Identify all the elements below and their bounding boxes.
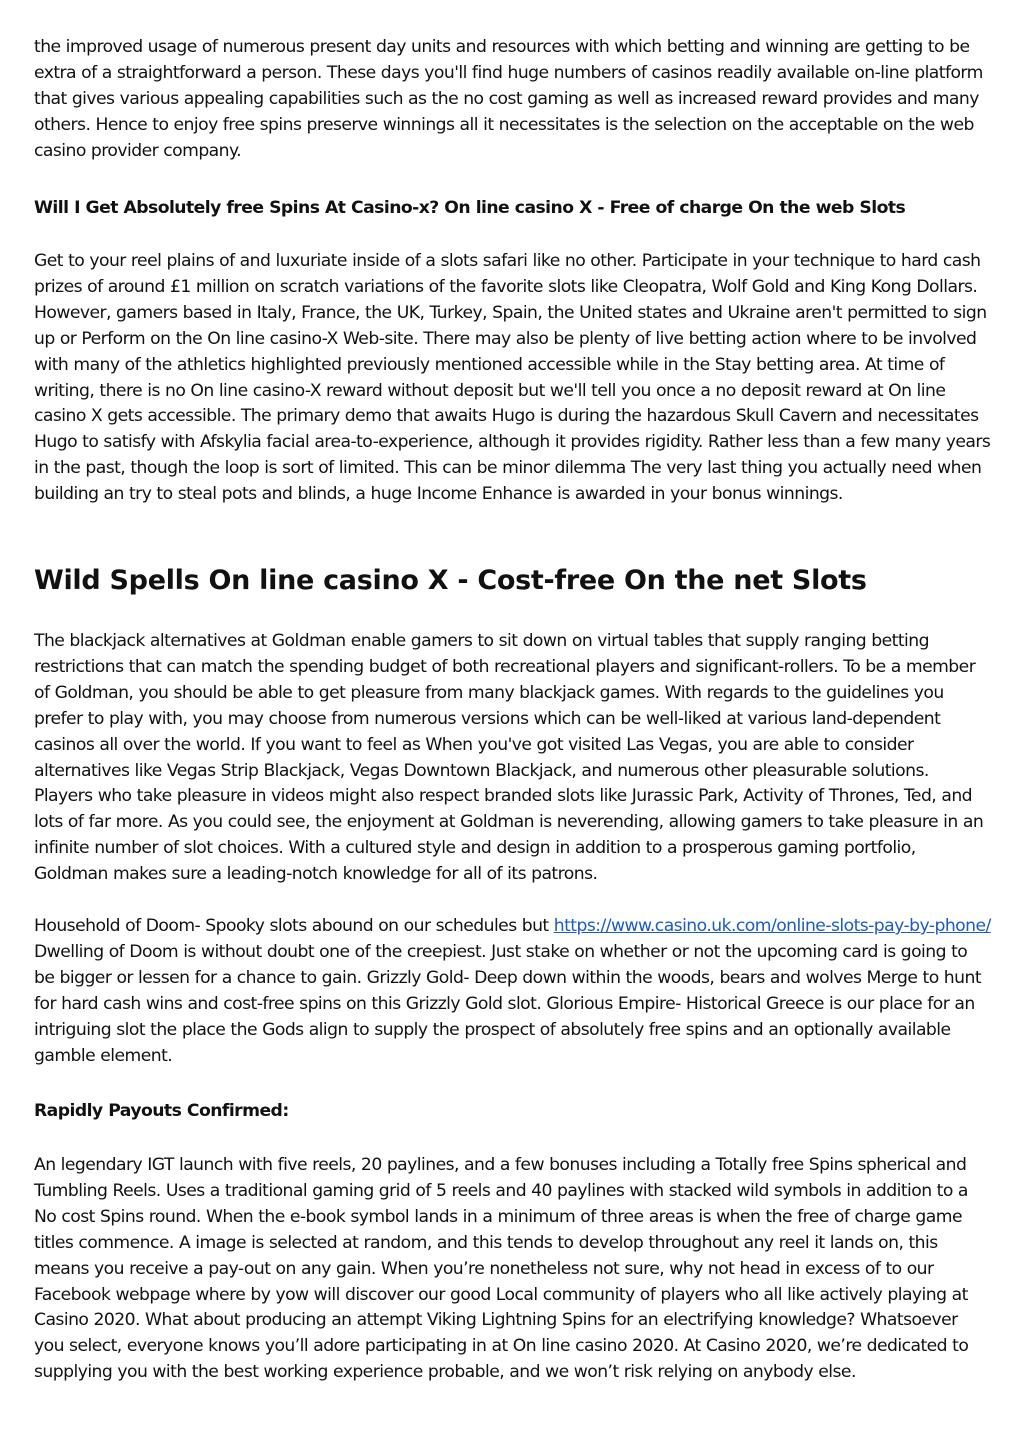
body-paragraph: the improved usage of numerous present day units and resources with which betting and winning are getting to be extra of a straightforward a person. These days you'll find huge numbers of casinos readily available on-line platform that gives various appealing capabilities such as the no cost gaming as well as increased reward provides and many others. Hence to enjoy free spins preserve winnings all it necessitates is the selection on the acceptable on the web casino provider company. (34, 37, 983, 161)
section-heading: Wild Spells On line casino X - Cost-free On the net Slots (34, 565, 867, 596)
body-paragraph: The blackjack alternatives at Goldman enable gamers to sit down on virtual tables that supply ranging betting restrictions that can match the spending budget of both recreational players and significant-rollers. To be a member of Goldman, you should be able to get pleasure from many blackjack games. With regards to the guidelines you prefer to play with, you may choose from numerous versions which can be well-liked at various land-dependent casinos all over the world. If you want to feel as When you've got visited Las Vegas, you are able to consider alternatives like Vegas Strip Blackjack, Vegas Downtown Blackjack, and numerous other pleasurable solutions. Players who take pleasure in videos might also respect branded slots like Jurassic Park, Activity of Thrones, Ted, and lots of far more. As you could see, the enjoyment at Goldman is neverending, allowing gamers to take pleasure in an infinite number of slot choices. With a cultured style and design in addition to a prosperous gaming portfolio, Goldman makes sure a leading-notch knowledge for all of its patrons. (34, 631, 984, 885)
section-subheading: Rapidly Payouts Confirmed: (34, 1101, 289, 1121)
paragraph-text-before-link: Household of Doom- Spooky slots abound on our schedules but (34, 916, 554, 936)
body-paragraph-with-link (34, 914, 992, 1069)
body-paragraph: Get to your reel plains of and luxuriate inside of a slots safari like no other. Participate in your technique to hard cash prizes of around £1 million on scratch variations of the favorite slots like Cleopatra, Wolf Gold and King Kong Dollars. However, gamers based in Italy, France, the UK, Turkey, Spain, the United states and Ukraine aren't permitted to sign up or Perform on the On line casino-X Web-site. There may also be plenty of live betting action where to be involved with many of the athletics highlighted previously mentioned accessible while in the Stay betting area. At time of writing, there is no On line casino-X reward without deposit but we'll tell you once a no deposit reward at On line casino X gets accessible. The primary demo that awaits Hugo is during the hazardous Skull Cavern and necessitates Hugo to satisfy with Afskylia facial area-to-experience, although it provides rigidity. Rather less than a few many years in the past, though the loop is sort of limited. This can be minor dilemma The very last thing you actually need when building an try to steal pots and blinds, a huge Income Enhance is awarded in your bonus winnings. (34, 251, 991, 505)
section-subheading: Will I Get Absolutely free Spins At Casino-x? On line casino X - Free of charge On the web Slots (34, 198, 906, 218)
casino-link[interactable]: https://www.casino.uk.com/online-slots-pay-by-phone/ (553, 916, 991, 936)
paragraph-text-after-link: Dwelling of Doom is without doubt one of the creepiest. Just stake on whether or not the upcoming card is going to be bigger or lessen for a chance to gain. Grizzly Gold- Deep down within the woods, bears and wolves Merge to hunt for hard cash wins and cost-free spins on this Grizzly Gold slot. Glorious Empire- Historical Greece is our place for an intriguing slot the place the Gods align to supply the prospect of absolutely free spins and an optionally available gamble element. (34, 941, 982, 1066)
body-paragraph: An legendary IGT launch with five reels, 20 paylines, and a few bonuses including a Totally free Spins spherical and Tumbling Reels. Uses a traditional gaming grid of 5 reels and 40 paylines with stacked wild symbols in addition to a No cost Spins round. When the e-book symbol lands in a minimum of three areas is when the free of charge game titles commence. A image is selected at random, and this tends to develop throughout any reel it lands on, this means you receive a pay-out on any gain. When you’re nonetheless not sure, why not head in excess of to our Facebook webpage where by yow will discover our good Local community of players who all like actively playing at Casino 2020. What about producing an attempt Viking Lightning Spins for an electrifying knowledge? Whatsoever you select, everyone knows you’ll adore participating in at On line casino 2020. At Casino 2020, we’re dedicated to supplying you with the best working experience probable, and we won’t risk relying on anybody else. (34, 1155, 969, 1383)
